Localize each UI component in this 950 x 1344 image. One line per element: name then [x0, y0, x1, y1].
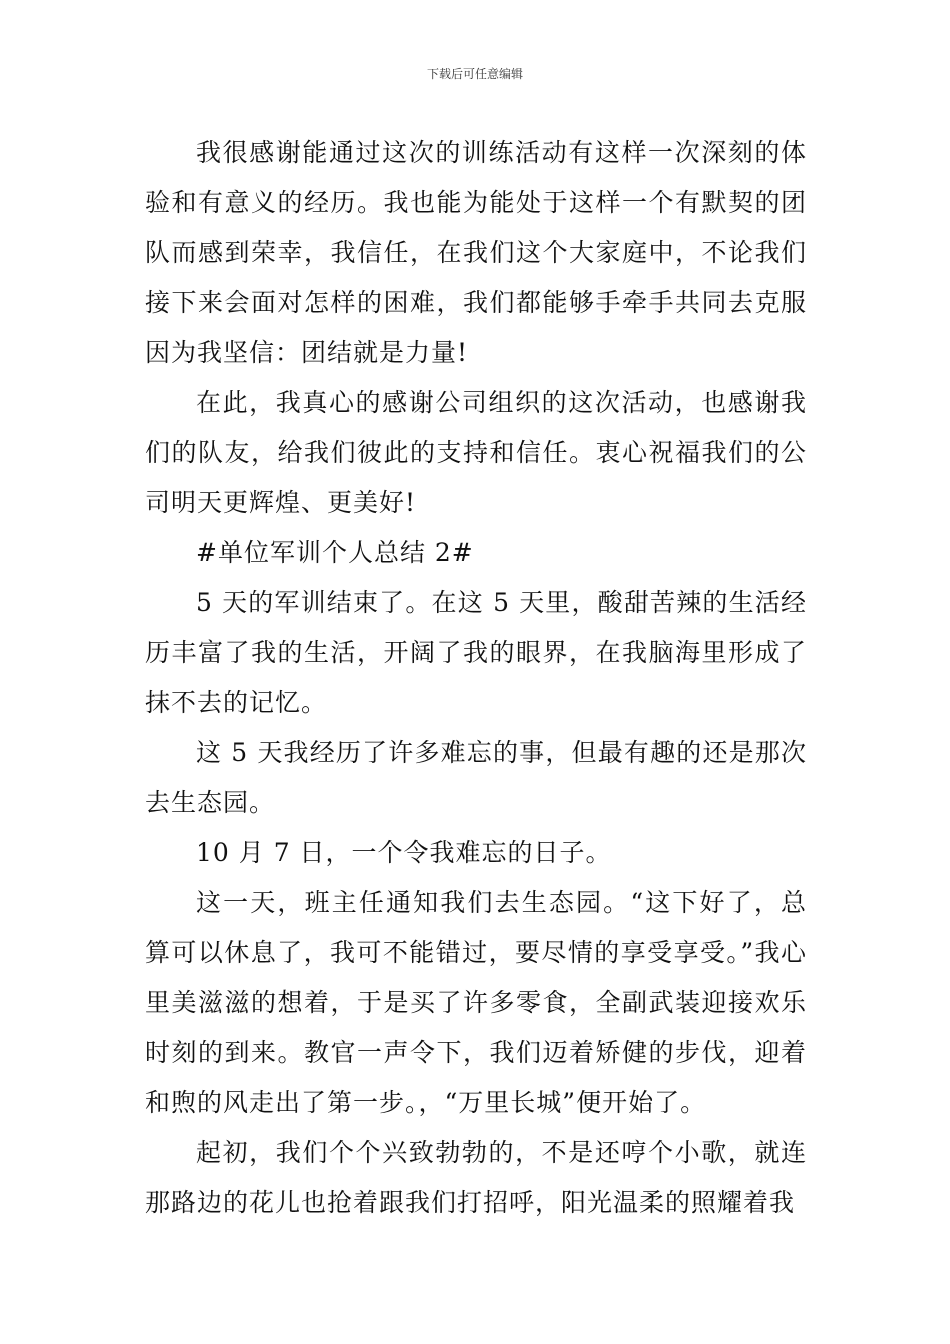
paragraph-thanks-company: 在此，我真心的感谢公司组织的这次活动，也感谢我们的队友，给我们彼此的支持和信任。衷心祝福我们的公司明天更辉煌、更美好!	[145, 388, 807, 517]
paragraph-memorable-events: 这 5 天我经历了许多难忘的事，但最有趣的还是那次去生态园。	[145, 738, 807, 817]
paragraph-beginning: 起初，我们个个兴致勃勃的，不是还哼个小歌，就连那路边的花儿也抢着跟我们打招呼，阳光温柔的照耀着我	[145, 1138, 807, 1217]
paragraph-date: 10 月 7 日，一个令我难忘的日子。	[196, 838, 612, 867]
section-heading: #单位军训个人总结 2#	[196, 538, 474, 567]
paragraph-gratitude: 我很感谢能通过这次的训练活动有这样一次深刻的体验和有意义的经历。我也能为能处于这样一个有默契的团队而感到荣幸，我信任，在我们这个大家庭中，不论我们接下来会面对怎样的困难，我们都能够手牵手共同去克服因为我坚信：团结就是力量!	[145, 138, 807, 367]
page-header-note: 下载后可任意编辑	[426, 67, 523, 81]
paragraph-training-ended: 5 天的军训结束了。在这 5 天里，酸甜苦辣的生活经历丰富了我的生活，开阔了我的眼界，在我脑海里形成了抹不去的记忆。	[145, 588, 807, 717]
document-body	[145, 128, 807, 1228]
paragraph-eco-park-trip: 这一天，班主任通知我们去生态园。“这下好了，总算可以休息了，我可不能错过，要尽情的享受享受。”我心里美滋滋的想着，于是买了许多零食，全副武装迎接欢乐时刻的到来。教官一声令下，我们迈着矫健的步伐，迎着和煦的风走出了第一步。，“万里长城”便开始了。	[145, 888, 807, 1117]
